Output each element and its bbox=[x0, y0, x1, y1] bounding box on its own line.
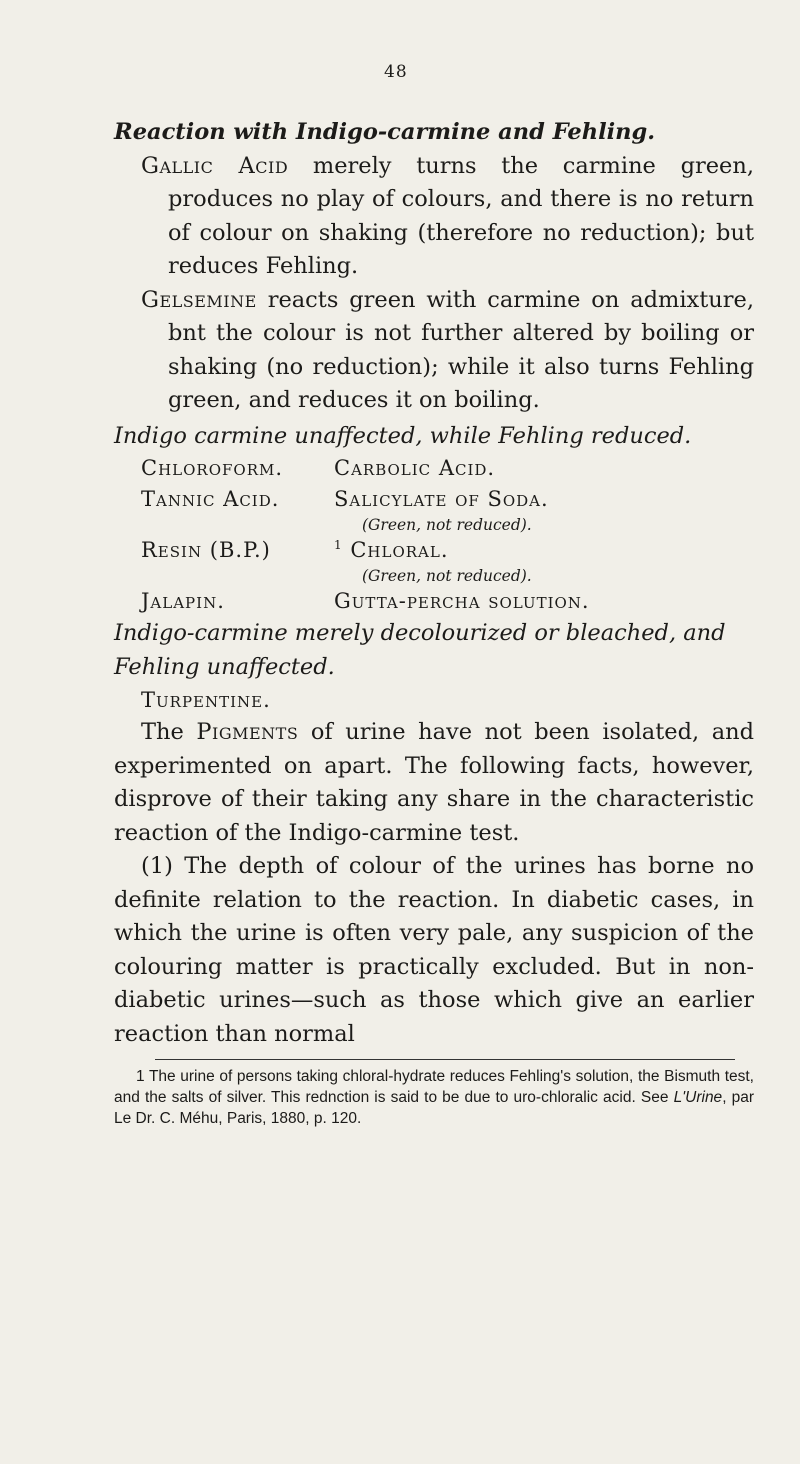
gelsemine-text: reacts green with carmine on admixture, bnt the colour is not further altered by boiling or shaking (no reduction); while it also turns Fehling green, and reduces it on boiling. bbox=[168, 286, 754, 413]
salicylate-note: (Green, not reduced). bbox=[362, 516, 532, 534]
footnote-book-title: L'Urine bbox=[673, 1089, 723, 1106]
paragraph-pigments bbox=[114, 716, 754, 850]
footnote-body: The urine of persons taking chloral-hydrate reduces Fehling's solution, the Bismuth test, and the salts of silver. This rednction is said to be due to uro-chloralic acid. See bbox=[114, 1068, 754, 1106]
gallic-acid-text: merely turns the carmine green, produces no play of colours, and there is no return of colour on shaking (therefore no reduction); but reduces Fehling. bbox=[168, 152, 755, 279]
footnote-divider bbox=[155, 1059, 735, 1060]
reagent-resin: Resin (B.P.) bbox=[141, 538, 271, 562]
section-heading-indigo-fehling: Reaction with Indigo-carmine and Fehling. bbox=[114, 119, 656, 145]
footnote-citation: , par Le Dr. C. Méhu, Paris, 1880, p. 120. bbox=[114, 1089, 754, 1127]
term-gelsemine: Gelsemine bbox=[141, 286, 257, 313]
main-text bbox=[114, 116, 754, 1129]
reagent-turpentine: Turpentine. bbox=[141, 688, 271, 712]
reagent-gutta-percha: Gutta-percha solution. bbox=[334, 589, 590, 613]
term-gallic-acid: Gallic Acid bbox=[141, 152, 289, 179]
reagent-jalapin: Jalapin. bbox=[141, 589, 225, 613]
paragraph-gelsemine bbox=[141, 284, 754, 418]
section-heading-decolourized: Indigo-carmine merely decolourized or bleached, and Fehling unaffected. bbox=[114, 620, 726, 680]
pigments-lead: The bbox=[141, 719, 197, 745]
paragraph-gallic-acid bbox=[141, 150, 754, 284]
paragraph-point-1: (1) The depth of colour of the urines has borne no definite relation to the reaction. In diabetic cases, in which the urine is often very pale, any suspicion of the colouring matter is practically excluded. But in non-diabetic urines—such as those which give an earlier reaction than normal bbox=[114, 853, 754, 1047]
reagent-chloroform: Chloroform. bbox=[141, 456, 284, 480]
footnote-number: 1 bbox=[136, 1068, 145, 1085]
page-number: 48 bbox=[384, 62, 408, 82]
reagent-carbolic-acid: Carbolic Acid. bbox=[334, 456, 496, 480]
reagent-salicylate-cell bbox=[334, 484, 754, 535]
footnote-marker: 1 bbox=[334, 538, 343, 552]
reagent-chloral bbox=[334, 535, 754, 566]
footnote-text bbox=[114, 1066, 754, 1129]
reagent-list-reducers bbox=[141, 453, 754, 617]
reagent-chloral-cell bbox=[334, 535, 754, 586]
section-heading-fehling-reduced: Indigo carmine unaffected, while Fehling reduced. bbox=[114, 422, 692, 449]
reagent-salicylate-of-soda: Salicylate of Soda. bbox=[334, 487, 549, 511]
footnote bbox=[114, 1066, 754, 1129]
pigments-text: of urine have not been isolated, and experimented on apart. The following facts, however, disprove of their taking any share in the characteristic reaction of the Indigo-carmine test. bbox=[114, 719, 754, 846]
term-pigments: Pigments bbox=[196, 719, 299, 745]
reagent-tannic-acid: Tannic Acid. bbox=[141, 487, 280, 511]
reagent-chloral-label: Chloral. bbox=[350, 538, 449, 562]
chloral-note: (Green, not reduced). bbox=[362, 567, 532, 585]
